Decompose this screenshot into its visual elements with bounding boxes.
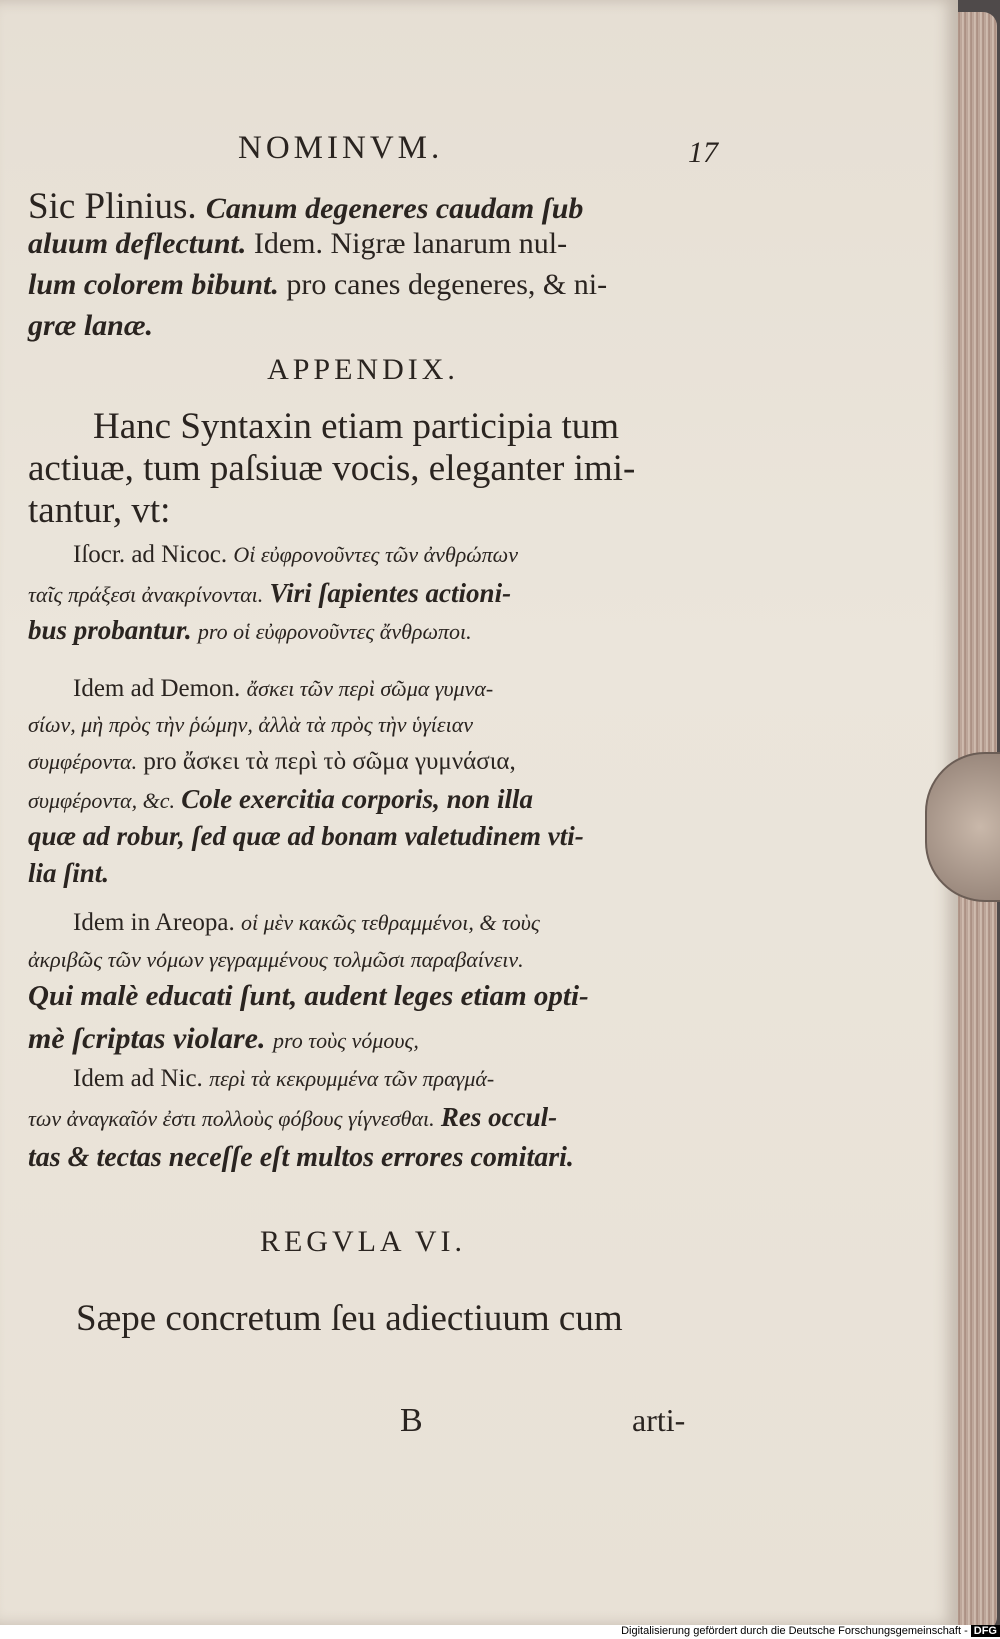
text-line: συμφέροντα, &c. Cole exercitia corporis, non illa	[28, 784, 533, 814]
text-line: quæ ad robur, ſed quæ ad bonam valetudinem vti-	[28, 821, 584, 851]
text-line: Qui malè educati ſunt, audent leges etiam opti-	[28, 980, 589, 1012]
text-line: actiuæ, tum paſsiuæ vocis, eleganter imi-	[28, 448, 636, 489]
text-line: συμφέροντα. pro ἄσκει τὰ περὶ τὸ σῶμα γυμνάσια,	[28, 748, 516, 775]
text-line: Iſocr. ad Nicoc. Οἱ εὐφρονοῦντες τῶν ἀνθρώπων	[73, 541, 518, 568]
text-line: Idem ad Demon. ἄσκει τῶν περὶ σῶμα γυμνα-	[73, 675, 494, 702]
signature-mark: B	[400, 1402, 423, 1439]
text-line: lia ſint.	[28, 858, 110, 888]
digitization-footer	[0, 1625, 1000, 1639]
text-line: σίων, μὴ πρὸς τὴν ῥώμην, ἀλλὰ τὰ πρὸς τὴν ὑγίειαν	[28, 712, 474, 737]
text-line: Sæpe concretum ſeu adiectiuum cum	[76, 1298, 623, 1339]
text-line: Idem ad Nic. περὶ τὰ κεκρυμμένα τῶν πραγμά-	[73, 1065, 495, 1092]
text-line: lum colorem bibunt. pro canes degeneres, & ni-	[28, 268, 608, 301]
catchword: arti-	[632, 1402, 686, 1438]
text-line: ταῖς πράξεσι ἀνακρίνονται. Viri ſapientes actioni-	[28, 578, 512, 608]
section-heading: APPENDIX.	[267, 353, 459, 386]
text-line: των ἀναγκαῖόν ἐστι πολλοὺς φόβους γίγνεσθαι. Res occul-	[28, 1102, 558, 1132]
text-line: ἀκριβῶς τῶν νόμων γεγραμμένους τολμῶσι παραβαίνειν.	[28, 947, 524, 972]
text-line: Hanc Syntaxin etiam participia tum	[93, 406, 620, 447]
text-line: tas & tectas neceſſe eſt multos errores comitari.	[28, 1142, 574, 1173]
text-line: aluum deflectunt. Idem. Nigræ lanarum nul-	[28, 227, 568, 260]
section-heading: REGVLA VI.	[259, 1225, 467, 1258]
text-line: mè ſcriptas violare. pro τοὺς νόμους,	[28, 1022, 419, 1055]
header-title: NOMINVM.	[238, 130, 444, 166]
text-line: tantur, vt:	[28, 490, 171, 531]
running-header	[238, 130, 718, 167]
footer-credit: Digitalisierung gefördert durch die Deutsche Forschungsgemeinschaft -	[621, 1625, 968, 1637]
page-number: 17	[688, 136, 718, 169]
text-line: Sic Plinius. Canum degeneres caudam ſub	[28, 186, 584, 227]
dfg-logo: DFG	[971, 1625, 1000, 1637]
text-line: bus probantur. pro οἱ εὐφρονοῦντες ἄνθρωποι.	[28, 615, 472, 645]
text-line: Idem in Areopa. οἱ μὲν κακῶς τεθραμμένοι, & τοὺς	[73, 909, 540, 936]
text-line: græ lanæ.	[28, 309, 154, 342]
